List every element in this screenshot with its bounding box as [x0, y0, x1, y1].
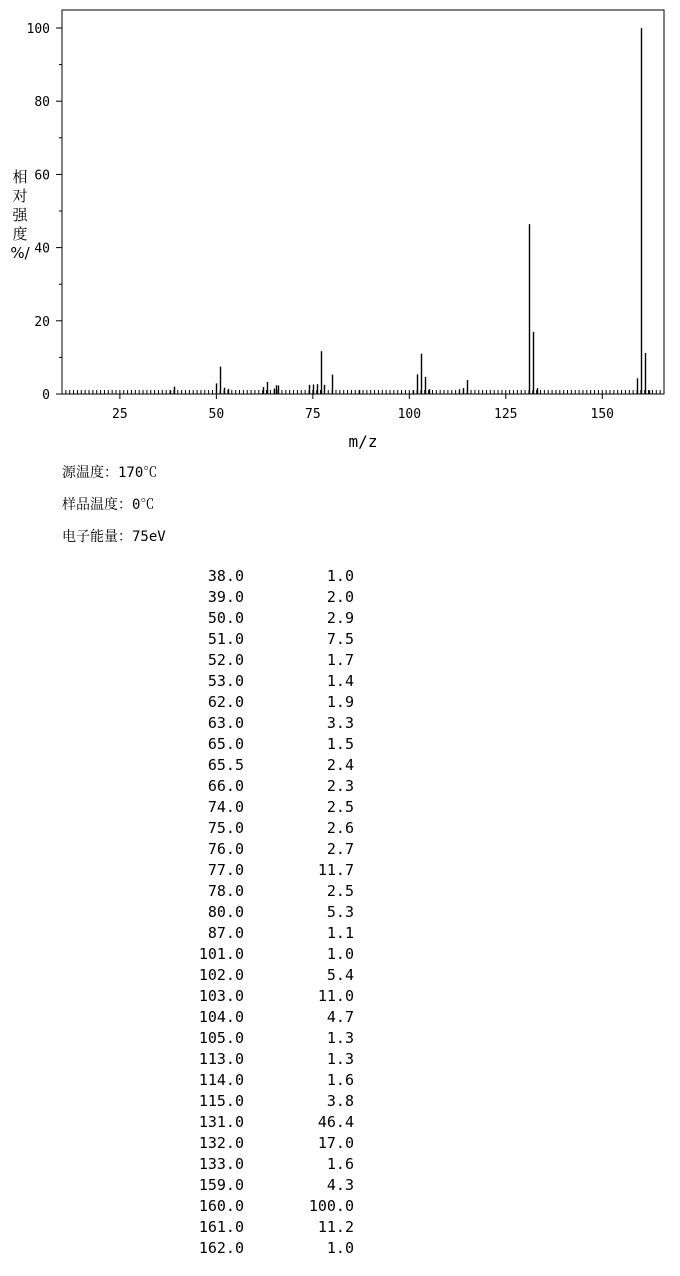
- x-tick-label: 25: [112, 407, 128, 422]
- peak-mz: 105.0: [198, 1029, 244, 1047]
- peak-mz: 101.0: [198, 945, 244, 963]
- y-tick-label: 20: [34, 314, 50, 330]
- peak-row: [180, 692, 354, 713]
- y-tick-label: 60: [34, 168, 50, 184]
- y-tick-label: 40: [34, 241, 50, 257]
- peak-row: [180, 1091, 354, 1112]
- peak-mz: 38.0: [207, 567, 244, 585]
- peak-intensity: 1.6: [326, 1071, 354, 1089]
- x-tick-label: 150: [590, 407, 614, 422]
- peak-intensity: 1.0: [326, 567, 354, 585]
- peak-intensity: 11.0: [317, 987, 354, 1005]
- electron-energy: 电子能量：75eV: [62, 529, 166, 545]
- peak-row: [180, 587, 354, 608]
- peak-intensity: 2.0: [326, 588, 354, 606]
- peak-row: [180, 818, 354, 839]
- peak-intensity: 4.7: [326, 1008, 354, 1026]
- peak-intensity: 17.0: [317, 1134, 354, 1152]
- peak-mz: 87.0: [207, 924, 244, 942]
- x-tick-label: 100: [397, 407, 422, 422]
- y-axis-label-char: 相: [12, 168, 28, 186]
- y-tick-label: 80: [34, 95, 50, 111]
- peak-row: [180, 1112, 354, 1133]
- peak-intensity: 2.6: [326, 819, 354, 837]
- peak-mz: 102.0: [198, 966, 244, 984]
- peak-intensity: 2.5: [326, 798, 354, 816]
- peak-mz: 53.0: [207, 672, 244, 690]
- peak-mz: 78.0: [207, 882, 244, 900]
- y-tick-label: 100: [26, 22, 50, 37]
- peak-row: [180, 1238, 354, 1259]
- minor-ticks: [62, 390, 664, 394]
- peak-mz: 104.0: [198, 1008, 244, 1026]
- peak-mz: 51.0: [207, 630, 244, 648]
- peak-intensity: 2.5: [326, 882, 354, 900]
- peak-intensity: 1.4: [326, 672, 354, 690]
- peak-mz: 77.0: [207, 861, 244, 879]
- peak-mz: 52.0: [207, 651, 244, 669]
- peak-row: [180, 650, 354, 671]
- x-axis-label: m/z: [348, 432, 378, 451]
- peak-intensity: 2.7: [326, 840, 354, 858]
- y-axis-label: [10, 168, 30, 262]
- x-tick-label: 75: [305, 407, 321, 422]
- peak-row: [180, 776, 354, 797]
- y-tick-label: 0: [42, 388, 50, 403]
- peak-row: [180, 1028, 354, 1049]
- peak-mz: 113.0: [198, 1050, 244, 1068]
- peak-intensity: 1.5: [326, 735, 354, 753]
- peak-row: [180, 1070, 354, 1091]
- peak-row: [180, 1049, 354, 1070]
- peak-intensity: 7.5: [326, 630, 354, 648]
- peak-mz: 160.0: [198, 1197, 244, 1215]
- peak-intensity: 5.3: [326, 903, 354, 921]
- peak-row: [180, 629, 354, 650]
- peak-intensity: 5.4: [326, 966, 354, 984]
- peak-intensity: 1.3: [326, 1050, 354, 1068]
- x-tick-label: 50: [208, 407, 225, 422]
- y-axis-label-char: 度: [12, 225, 28, 243]
- peak-mz: 75.0: [207, 819, 244, 837]
- peak-intensity: 2.4: [326, 756, 354, 774]
- peak-mz: 132.0: [198, 1134, 244, 1152]
- x-tick-label: 125: [494, 407, 518, 422]
- plot-frame: [62, 10, 664, 394]
- peak-row: [180, 881, 354, 902]
- peak-row: [180, 755, 354, 776]
- peak-row: [180, 671, 354, 692]
- peak-row: [180, 986, 354, 1007]
- spectrum-bars: [171, 28, 650, 394]
- peak-row: [180, 1217, 354, 1238]
- peak-mz: 131.0: [198, 1113, 244, 1131]
- peak-mz: 133.0: [198, 1155, 244, 1173]
- peak-row: [180, 734, 354, 755]
- peak-row: [180, 1154, 354, 1175]
- peak-mz: 76.0: [207, 840, 244, 858]
- sample-temperature: 样品温度：0℃: [62, 497, 155, 513]
- peak-mz: 63.0: [207, 714, 244, 732]
- peak-row: [180, 860, 354, 881]
- peak-row: [180, 1196, 354, 1217]
- peak-table: [180, 566, 354, 1259]
- peak-intensity: 4.3: [326, 1176, 354, 1194]
- peak-row: [180, 713, 354, 734]
- peak-intensity: 11.7: [317, 861, 354, 879]
- peak-mz: 161.0: [198, 1218, 244, 1236]
- peak-row: [180, 1007, 354, 1028]
- peak-intensity: 1.7: [326, 651, 354, 669]
- peak-row: [180, 902, 354, 923]
- peak-row: [180, 965, 354, 986]
- peak-intensity: 2.3: [326, 777, 354, 795]
- peak-mz: 162.0: [198, 1239, 244, 1257]
- peak-row: [180, 566, 354, 587]
- peak-mz: 66.0: [207, 777, 244, 795]
- peak-row: [180, 1175, 354, 1196]
- peak-mz: 115.0: [198, 1092, 244, 1110]
- peak-row: [180, 608, 354, 629]
- peak-row: [180, 944, 354, 965]
- x-axis-ticks: [112, 394, 614, 422]
- peak-row: [180, 923, 354, 944]
- peak-mz: 62.0: [207, 693, 244, 711]
- source-temperature: 源温度：170℃: [62, 465, 158, 481]
- peak-row: [180, 797, 354, 818]
- y-axis-label-char: 对: [12, 187, 28, 205]
- mass-spectrum-chart: [0, 0, 680, 460]
- peak-mz: 80.0: [207, 903, 244, 921]
- peak-intensity: 1.9: [326, 693, 354, 711]
- peak-intensity: 1.0: [326, 945, 354, 963]
- peak-intensity: 100.0: [308, 1197, 354, 1215]
- peak-intensity: 1.1: [326, 924, 354, 942]
- peak-mz: 65.0: [207, 735, 244, 753]
- peak-intensity: 1.6: [326, 1155, 354, 1173]
- peak-intensity: 3.8: [326, 1092, 354, 1110]
- peak-intensity: 2.9: [326, 609, 354, 627]
- peak-mz: 39.0: [207, 588, 244, 606]
- peak-intensity: 1.0: [326, 1239, 354, 1257]
- y-axis-label-char: 强: [12, 206, 28, 224]
- peak-intensity: 46.4: [317, 1113, 354, 1131]
- peak-mz: 159.0: [198, 1176, 244, 1194]
- peak-intensity: 3.3: [326, 714, 354, 732]
- peak-mz: 114.0: [198, 1071, 244, 1089]
- y-axis-ticks: [27, 22, 62, 403]
- peak-row: [180, 839, 354, 860]
- peak-row: [180, 1133, 354, 1154]
- peak-intensity: 1.3: [326, 1029, 354, 1047]
- peak-intensity: 11.2: [317, 1218, 354, 1236]
- peak-mz: 50.0: [207, 609, 244, 627]
- peak-mz: 65.5: [207, 756, 244, 774]
- peak-mz: 74.0: [207, 798, 244, 816]
- peak-mz: 103.0: [198, 987, 244, 1005]
- y-axis-label-char: %/: [10, 244, 30, 262]
